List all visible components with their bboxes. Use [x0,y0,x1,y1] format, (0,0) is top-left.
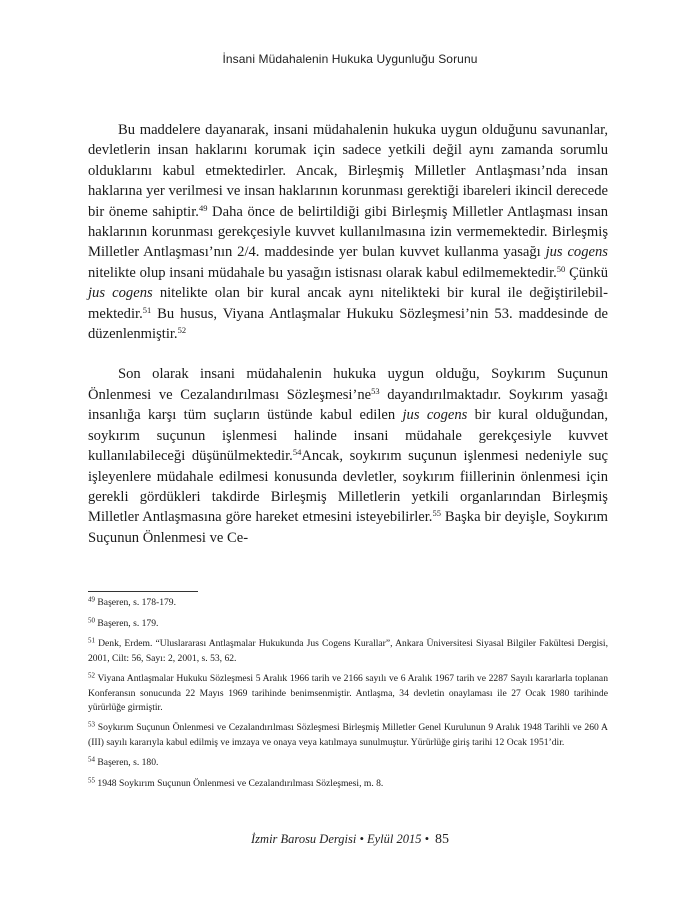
footnote [88,672,608,715]
text-run: bir kural olduğundan, soykırım suçunun işlenmesi halinde insani müdahale gerekçesiyle kuvvet kullanılabileceği düşünülmektedir. [88,407,608,465]
text-run: Bu husus, Viyana Antlaşmalar Hukuku Sözleşmesi’nin 53. maddesinde de düzenlenmiştir. [88,305,608,343]
text-run: Bu maddelere dayanarak, insani müdahalenin hukuka uygun olduğunu savunanlar, devletlerin insan haklarını korumak için sadece yetkili değil aynı zamanda sorumlu olduklarını kabul etmektedirler. Ancak, Birleşmiş Milletler Antlaşması’nda insan haklarına yer verilmesi ve insan haklarının korunması gerektiği ibareleri ikincil derecede bir öneme sahiptir. [88,122,608,220]
footnote-ref: 52 [177,325,187,336]
footnote [88,721,608,749]
footnote-ref: 51 [142,304,152,315]
text-run: nitelikte olup insani müdahale bu yasağın istisnası olarak kabul edilmemektedir. [88,264,557,281]
body-text [88,120,608,548]
text-run: Son olarak insani müdahalenin hukuka uygun olduğu, Soykırım Suçunun Önlenmesi ve Cezalandırılması Sözleşmesi’ne [88,366,608,403]
footnote-ref: 55 [432,508,441,519]
footnote-number: 53 [88,720,95,729]
footnote [88,596,608,610]
footnote [88,617,608,631]
footnote-text: Başeren, s. 179. [97,617,159,629]
running-title: İnsani Müdahalenin Hukuka Uygunluğu Sorunu [222,52,478,66]
footnotes [88,596,608,798]
italic-term: jus cogens [88,285,153,302]
footnote [88,777,608,791]
footnote [88,637,608,665]
text-run: nitelikte olan bir kural ancak aynı nitelikteki bir kural ile değiştirilebilmektedir. [88,285,608,322]
footnote-number: 54 [88,755,95,764]
footnote-number: 50 [88,616,95,625]
footnote-separator [88,591,198,592]
footnote-text: Başeren, s. 178-179. [97,597,177,608]
italic-term: jus cogens [402,407,468,424]
footnote-ref: 53 [371,385,380,396]
page-number: 85 [434,832,449,847]
footnote-number: 51 [88,636,95,645]
footnote-ref: 50 [556,263,566,274]
footnote-ref: 49 [198,202,208,213]
footnote [88,756,608,770]
text-run: Daha önce de belirtildiği gibi Birleşmiş Milletler Antlaşması insan haklarının korunması gerekçesiyle kuvvet kullanılmasına izin vermemektedir. Birleşmiş Milletler Antlaşması’nın 2/4. maddesinde yer bulan kuvvet kullanma yasağı [88,203,609,261]
paragraph-1 [88,120,608,344]
journal-name: İzmir Barosu Dergisi • Eylül 2015 • [251,832,429,846]
footnote-text: 1948 Soykırım Suçunun Önlenmesi ve Cezalandırılması Sözleşmesi, m. 8. [97,778,384,790]
page-footer [0,832,700,848]
paragraph-2 [88,364,608,548]
footnote-text: Denk, Erdem. “Uluslararası Antlaşmalar Hukukunda Jus Cogens Kurallar”, Ankara Üniversitesi Siyasal Bilgiler Fakültesi Dergisi, 2001, Cilt: 56, Sayı: 2, 2001, s. 53, 62. [88,638,608,664]
italic-term: jus cogens [545,244,608,261]
footnote-ref: 54 [292,447,302,458]
text-run: Başka bir deyişle, Soykırım Suçunun Önlenmesi ve Ce- [88,509,608,546]
footnote-text: Başeren, s. 180. [97,757,159,769]
footnote-number: 49 [88,595,95,604]
text-run: dayandırılmaktadır. Soykırım yasağı insanlığa karşı tüm suçların üstünde kabul edilen [88,386,608,424]
text-run: Ancak, soykırım suçunun işlenmesi nedeniyle suç işleyenlere müdahale edilmesi konusunda devletler, soykırım fiillerinin önlenmesi için gerekli gördükleri takdirde Birleşmiş Milletlerin yetkili organlarından Birleşmiş Milletler Antlaşmasına göre hareket etmesini isteyebilirler. [88,448,608,526]
text-run: Çünkü [565,264,608,281]
footnote-text: Soykırım Suçunun Önlenmesi ve Cezalandırılması Sözleşmesi Birleşmiş Milletler Genel Kurulunun 9 Aralık 1948 Tarihli ve 260 A (III) sayılı kararıyla kabul edilmiş ve imzaya ve onaya veya katılmaya sunulmuştur. Yürürlüğe giriş tarihi 12 Ocak 1951’dir. [88,722,608,748]
footnote-text: Viyana Antlaşmalar Hukuku Sözleşmesi 5 Aralık 1966 tarih ve 2166 sayılı ve 6 Aralık 1967 tarih ve 2287 Sayılı kararlarla toplanan Konferansın sonucunda 22 Mayıs 1969 tarihinde benimsenmiştir. Antlaşma, 34 devletin onaylaması ile 27 Ocak 1980 tarihinde yürürlüğe girmiştir. [88,673,608,713]
footnote-number: 55 [88,776,95,785]
footnote-number: 52 [88,671,95,680]
